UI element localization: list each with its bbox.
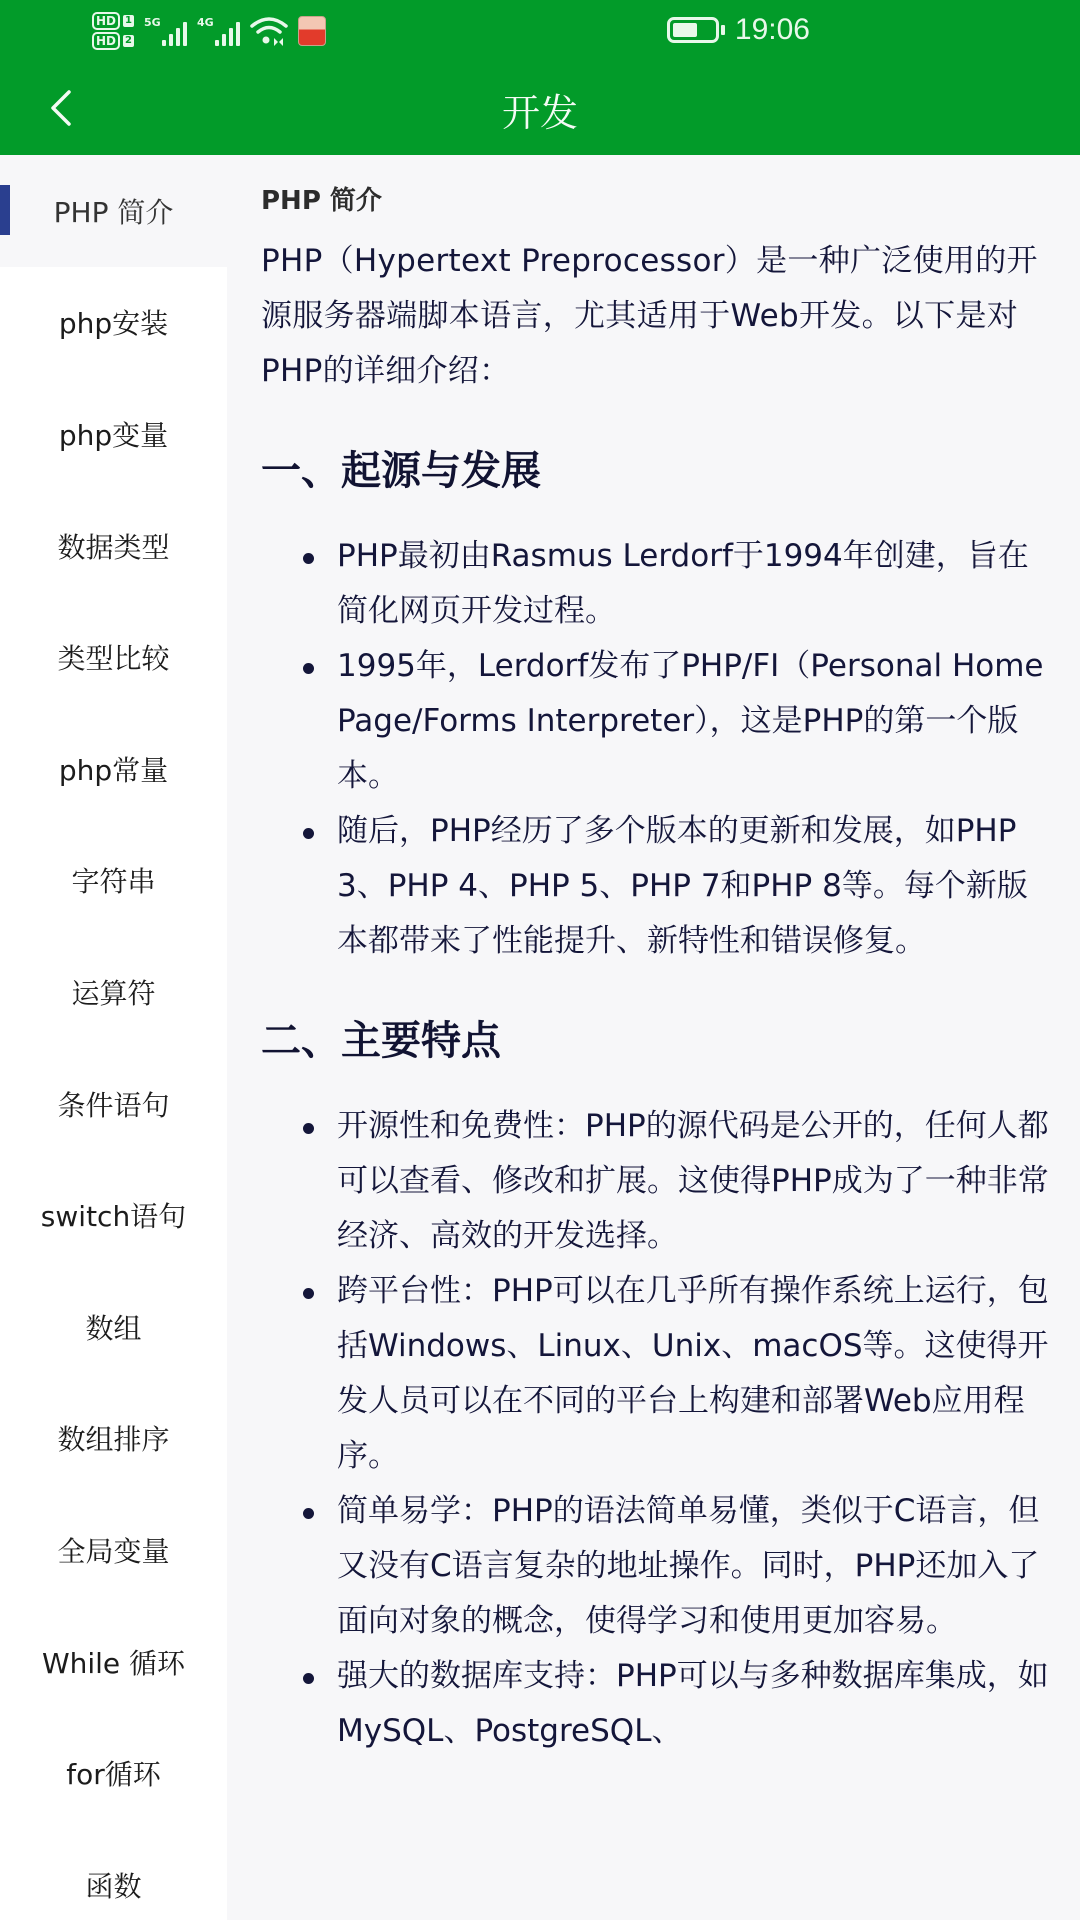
- section-features: [261, 1009, 1050, 1759]
- hd-icon: HD 1: [92, 12, 134, 30]
- status-bar: [0, 0, 1080, 60]
- list-item: PHP最初由Rasmus Lerdorf于1994年创建，旨在简化网页开发过程。: [303, 529, 1050, 639]
- sidebar-item-arrays[interactable]: 数组: [85, 1311, 142, 1345]
- status-bar-left: [92, 6, 326, 56]
- list-item: 跨平台性：PHP可以在几乎所有操作系统上运行，包括Windows、Linux、Unix、macOS等。这使得开发人员可以在不同的平台上构建和部署Web应用程序。: [303, 1264, 1050, 1484]
- sidebar-nav: [0, 155, 227, 1920]
- sidebar-item-php-install[interactable]: php安装: [58, 307, 169, 341]
- app-bar: [0, 60, 1080, 155]
- intro-paragraph: PHP（Hypertext Preprocessor）是一种广泛使用的开源服务器端脚本语言，尤其适用于Web开发。以下是对PHP的详细介绍：: [261, 243, 1038, 389]
- status-bar-right: [667, 10, 810, 50]
- sidebar-item-array-sorting[interactable]: 数组排序: [57, 1423, 170, 1457]
- article-heading: PHP 简介: [261, 186, 382, 216]
- sidebar-item-conditionals[interactable]: 条件语句: [57, 1088, 170, 1122]
- list-item: 随后，PHP经历了多个版本的更新和发展，如PHP 3、PHP 4、PHP 5、PHP 7和PHP 8等。每个新版本都带来了性能提升、新特性和错误修复。: [303, 804, 1050, 969]
- dual-sim-indicator: [92, 12, 134, 50]
- sidebar-item-functions[interactable]: 函数: [85, 1869, 142, 1903]
- sidebar-item-type-comparison[interactable]: 类型比较: [57, 642, 170, 676]
- sidebar-item-global-variables[interactable]: 全局变量: [57, 1534, 170, 1568]
- wifi-icon: [250, 16, 288, 46]
- section-title: 一、起源与发展: [261, 448, 541, 494]
- sidebar-item-switch[interactable]: switch语句: [40, 1200, 187, 1234]
- page-title: 开发: [501, 91, 578, 135]
- article-content[interactable]: [227, 155, 1080, 1920]
- sidebar-item-operators[interactable]: 运算符: [71, 976, 156, 1010]
- list-item: 强大的数据库支持：PHP可以与多种数据库集成，如MySQL、PostgreSQL、: [303, 1649, 1050, 1759]
- list-item: 开源性和免费性：PHP的源代码是公开的，任何人都可以查看、修改和扩展。这使得PHP成为了一种非常经济、高效的开发选择。: [303, 1099, 1050, 1264]
- section-title: 二、主要特点: [261, 1018, 501, 1064]
- battery-icon: [667, 17, 719, 43]
- hd-icon: HD 2: [92, 32, 134, 50]
- signal-5g-icon: 5G: [144, 16, 187, 46]
- section-origin: [261, 439, 1050, 969]
- signal-4g-icon: 4G: [197, 16, 240, 46]
- sidebar-item-php-intro[interactable]: PHP 简介: [0, 155, 227, 267]
- bullet-list: [261, 1099, 1050, 1759]
- app-notification-icon: [298, 16, 326, 46]
- list-item: 简单易学：PHP的语法简单易懂，类似于C语言，但又没有C语言复杂的地址操作。同时，PHP还加入了面向对象的概念，使得学习和使用更加容易。: [303, 1484, 1050, 1649]
- sidebar-item-php-constants[interactable]: php常量: [58, 753, 169, 787]
- sidebar-item-for-loop[interactable]: for循环: [66, 1758, 161, 1792]
- sidebar-item-data-types[interactable]: 数据类型: [57, 530, 170, 564]
- sidebar-item-strings[interactable]: 字符串: [71, 865, 156, 899]
- bullet-list: [261, 529, 1050, 969]
- sidebar-item-php-variables[interactable]: php变量: [58, 418, 169, 452]
- clock: 19:06: [734, 13, 810, 46]
- list-item: 1995年，Lerdorf发布了PHP/FI（Personal Home Page/Forms Interpreter），这是PHP的第一个版本。: [303, 639, 1050, 804]
- sidebar-item-while-loop[interactable]: While 循环: [41, 1646, 186, 1680]
